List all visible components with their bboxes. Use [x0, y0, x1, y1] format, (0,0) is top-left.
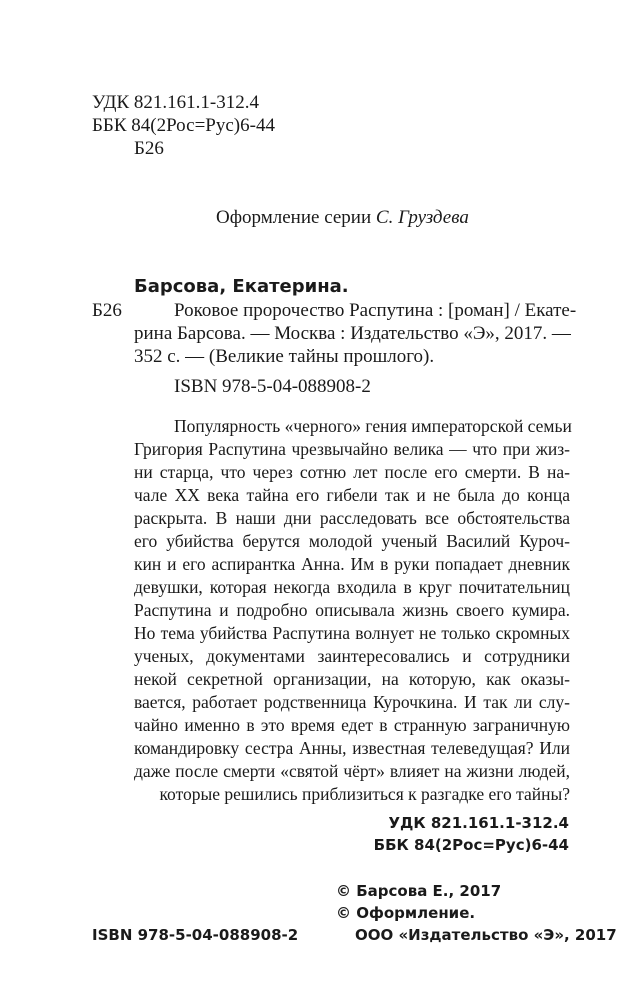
author-sign-code: Б26: [134, 138, 164, 159]
bbk-code: ББК 84(2Рос=Рус)6-44: [92, 115, 275, 136]
copyright-author: © Барсова Е., 2017: [336, 882, 502, 900]
series-design-label: Оформление серии: [216, 207, 372, 228]
bib-line-3: 352 с. — (Великие тайны прошлого).: [134, 346, 435, 367]
footer-isbn: ISBN 978-5-04-088908-2: [92, 926, 299, 944]
annotation-line: Распутина и подробно описывала жизнь своего кумира.: [134, 600, 570, 620]
series-design-credit: [216, 207, 469, 229]
record-isbn: ISBN 978-5-04-088908-2: [174, 376, 371, 397]
annotation-line: ни старца, что через сотню лет после его смерти. В на-: [134, 462, 570, 482]
annotation-line: кин и его аспирантка Анна. Им в руки попадает дневник: [134, 554, 570, 574]
annotation-line: вается, работает родственница Курочкина. И так ли слу-: [134, 692, 570, 712]
annotation-line: ученых, документами заинтересовались и сотрудники: [134, 646, 570, 666]
udk-code: УДК 821.161.1-312.4: [92, 92, 259, 113]
annotation-line: некой секретной организации, на которую, как оказы-: [134, 669, 570, 689]
record-sign-code: Б26: [92, 300, 122, 321]
annotation-line: даже после смерти «святой чёрт» влияет на жизни людей,: [134, 761, 570, 781]
annotation-line: которые решились приблизиться к разгадке его тайны?: [159, 784, 570, 804]
copyright-publisher: ООО «Издательство «Э», 2017: [355, 926, 617, 944]
bottom-bbk-code: ББК 84(2Рос=Рус)6-44: [373, 836, 569, 854]
annotation-line: Но тема убийства Распутина волнует не только скромных: [134, 623, 570, 643]
annotation-line: его убийства берутся молодой ученый Василий Куроч-: [134, 531, 570, 551]
copyright-design: © Оформление.: [336, 904, 476, 922]
author-heading: Барсова, Екатерина.: [134, 276, 349, 297]
annotation-line: раскрыта. В наши дни расследовать все обстоятельства: [134, 508, 570, 528]
series-designer-name: С. Груздева: [375, 207, 469, 228]
bib-line-1: Роковое пророчество Распутина : [роман] / Екате-: [174, 300, 577, 321]
annotation-line: девушки, которая некогда входила в круг почитательниц: [134, 577, 570, 597]
annotation-line: чале XX века тайна его гибели так и не была до конца: [134, 485, 570, 505]
annotation-line: Григория Распутина чрезвычайно велика — что при жиз-: [134, 439, 570, 459]
annotation-line: Популярность «черного» гения императорской семьи: [174, 416, 572, 436]
bottom-udk-code: УДК 821.161.1-312.4: [388, 814, 569, 832]
annotation-line: командировку сестра Анны, известная телеведущая? Или: [134, 738, 570, 758]
annotation-line: чайно именно в это время едет в странную заграничную: [134, 715, 570, 735]
bib-line-2: рина Барсова. — Москва : Издательство «Э», 2017. —: [134, 323, 571, 344]
